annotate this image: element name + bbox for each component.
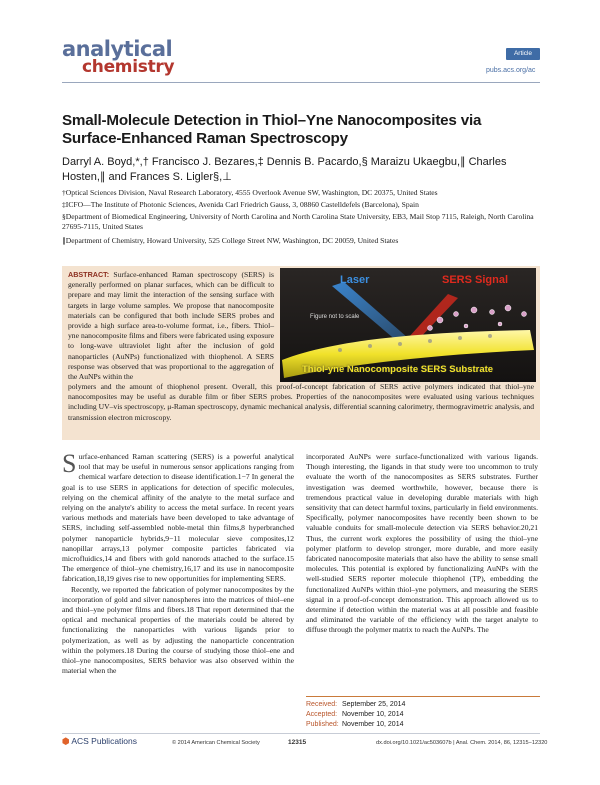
date-published: Published: November 10, 2014 [306,721,404,728]
page-number: 12315 [288,739,307,746]
date-received: Received: September 25, 2014 [306,701,406,708]
body-text: urface-enhanced Raman scattering (SERS) is a powerful analytical tool that may be useful in numerous sensor applications ranging from chemical warfare detection to disease identification.1−7 In general the goal is to use SERS in applications for detection of specific molecules, relying on the chemical affinity of the analyte to the metal surface and relying on the analyte's ability to access the metal surface. In recent years various methods and materials have been developed to take advantage of SERS, including self-assembled noble-metal thin films,8 hyperbranched polymer nanoparticle hybrids,9−11 molecular sieve composites,12 nanopillar arrays,13 polymer composite particles fabricated via microfluidics,14 and fibers with gold nanorods attached to the surface.15 The emergence of thiol–yne chemistry,16,17 and its use in nanocomposite fabrication,18,19 gives rise to new opportunities for implementing SERS. [62,452,294,584]
abstract-body: Surface-enhanced Raman spectroscopy (SERS) is generally performed on planar surfaces, which can be difficult to prepare and may limit the interaction of the sensing surface with targets in large volume samples. We propose that nanocomposite materials can be configured that both include SERS probes and provide a high surface area-to-volume format, i.e., fibers. Thiol–yne nanocomposite films and fibers were fabricated using exposure to long-wave ultraviolet light after the inclusion of gold nanoparticles (AuNPs) functionalized with thiophenol. A SERS response was observed that was proportional to the aggregation of the AuNPs within the [68,270,274,382]
footer-rule [62,733,540,734]
article-type-badge: Article [506,48,540,60]
body-paragraph [62,449,294,585]
abstract-heading: ABSTRACT: [68,270,110,279]
author-list: Darryl A. Boyd,*,† Francisco J. Bezares,‡ Dennis B. Pacardo,§ Maraizu Ukaegbu,∥ Charles Hosten,∥ and Frances S. Ligler§,⊥ [62,156,507,183]
affiliation: †Optical Sciences Division, Naval Research Laboratory, 4555 Overlook Avenue SW, Washington, DC 20375, United States [62,188,438,197]
abstract-text-part1 [68,270,274,382]
toc-sers-signal-label: SERS Signal [442,274,509,286]
toc-scale-note: Figure not to scale [310,314,360,320]
journal-logo-line1: analytical [62,37,173,61]
toc-substrate-label: Thiol-yne Nanocomposite SERS Substrate [302,364,494,375]
acs-hexagon-icon: ⬢ [62,736,70,746]
affiliation: §Department of Biomedical Engineering, University of North Carolina and North Carolina State University, EB3, Mail Stop 7115, Raleigh, North Carolina 27695-7115, United States [62,212,534,231]
drop-cap: S [62,449,77,478]
body-paragraph: Recently, we reported the fabrication of polymer nanocomposites by the incorporation of gold and silver nanospheres into the matrices of thiol–ene and thiol–yne polymer films and fibers.18 That report determined that the optical and mechanical properties of the materials could be altered by functionalizing the nanoparticles with various ligands prior to polymerization, as well as by adjusting the nanoparticle concentration within the polymers.18 During the course of studying those thiol–ene and thiol–yne nanocomposites, SERS behavior was also observed within the material when the [62,584,294,676]
doi-citation[interactable]: dx.doi.org/10.1021/ac503607b | Anal. Chem. 2014, 86, 12315−12320 [376,740,548,746]
body-paragraph: incorporated AuNPs were surface-functionalized with various ligands. Though interesting, the ligands in that study were too uncommon to truly evaluate the worth of the nanocomposites as SERS substrates. Further investigation was deemed worthwhile, however, because there is tremendous practical value in developing durable materials with high sensitivity that can detect harmful toxins, particularly in field environments. Specifically, polymer nanocomposites have recently been shown to be valuable conduits for small-molecule detection via SERS behavior.20,21 Thus, the current work explores the possibility of using the thiol–yne polymer platform to develop stronger, more durable, and more easily fabricated nanocomposite materials that also have the ability to sense small molecules. This potential is explored by functionalizing AuNPs with the well-studied SERS reporter molecule thiophenol (TP), embedding the functionalized AuNPs within thiol–yne polymers, and measuring the SERS signal in a proof-of-concept demonstration. This approach allowed us to determine if detection within the material was at all possible and feasible and eliminated the variable of the efficiency with the target analyte to diffuse through the polymer matrix to reach the AuNPs. The [306,452,538,635]
header-rule [62,82,540,83]
toc-graphic [280,268,536,382]
copyright: © 2014 American Chemical Society [172,740,260,746]
journal-url[interactable]: pubs.acs.org/ac [486,67,536,74]
publisher-name: ACS Publications [71,736,137,746]
body-column-left [62,449,294,676]
toc-laser-label: Laser [340,274,370,286]
article-title: Small-Molecule Detection in Thiol–Yne Nanocomposites via Surface-Enhanced Raman Spectroscopy [62,112,482,147]
body-column-right [306,452,538,636]
date-accepted: Accepted: November 10, 2014 [306,711,404,718]
journal-logo-line2: chemistry [82,57,175,77]
acs-publications-logo [62,736,137,747]
affiliation: ‡ICFO—The Institute of Photonic Sciences, Avenida Carl Friedrich Gauss, 3, 08860 Castelldefels (Barcelona), Spain [62,200,419,209]
affiliation: ∥Department of Chemistry, Howard University, 525 College Street NW, Washington, DC 20059, United States [62,236,399,245]
abstract-text-part2: polymers and the amount of thiophenol present. Overall, this proof-of-concept fabrication of SERS active polymers indicated that thiol–yne nanocomposites may be useful as durable film or fiber SERS probes. Properties of the nanocomposites were evaluated using various techniques including UV–vis spectroscopy, μ-Raman spectroscopy, dynamic mechanical analysis, differential scanning calorimetry, thermogravimetric analysis, and transmission electron microscopy. [68,382,534,422]
publication-dates [306,696,540,730]
